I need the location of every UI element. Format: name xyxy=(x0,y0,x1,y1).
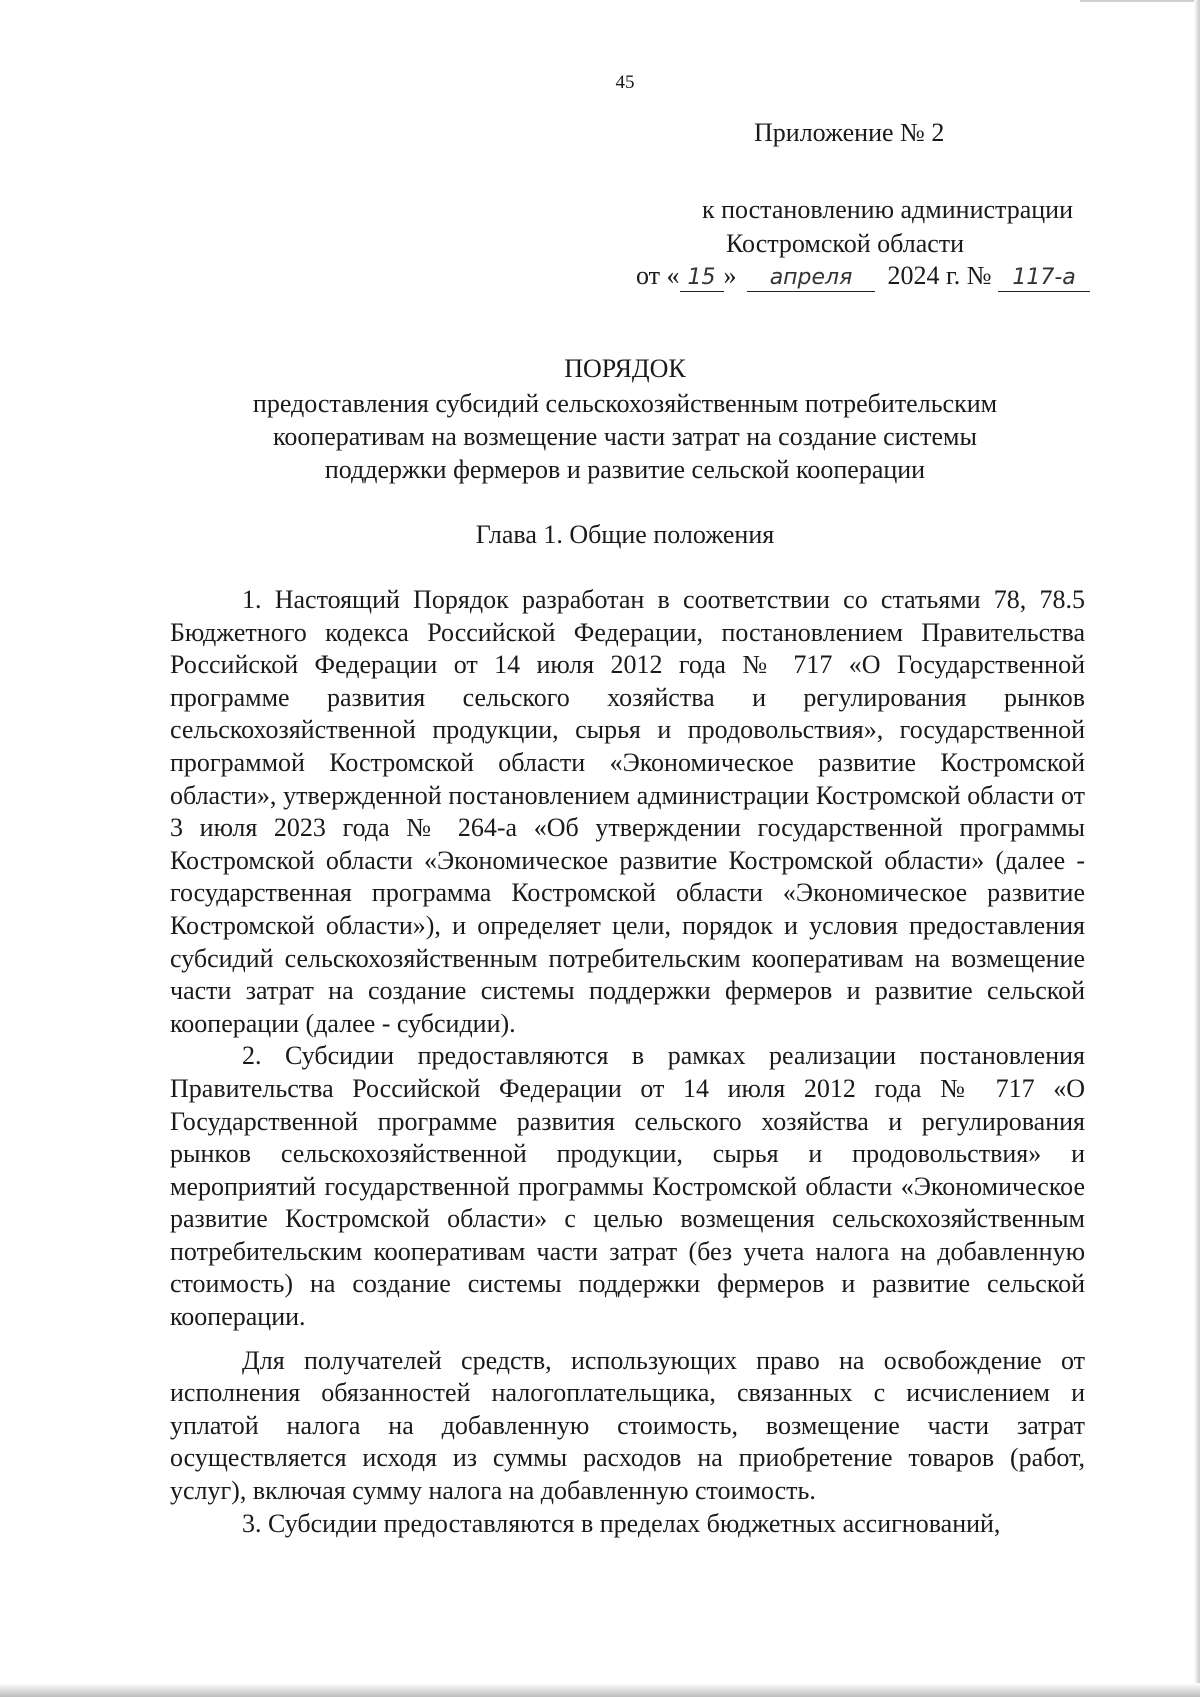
date-mid: » xyxy=(723,261,737,290)
scan-edge-right xyxy=(1194,0,1200,1697)
handwritten-day: 15 xyxy=(680,265,724,292)
page-number: 45 xyxy=(615,72,635,93)
date-year: 2024 г. № xyxy=(887,261,992,290)
date-prefix: от « xyxy=(636,261,680,290)
subtitle-line: предоставления субсидий сельскохозяйственным потребительским xyxy=(252,389,998,418)
paragraph-2: 2. Субсидии предоставляются в рамках реализации постановления Правительства Российской Федерации от 14 июля 2012 года № 717 «О Государственной программе развития сельского хозяйства и регулирования рынков сельскохозяйственной продукции, сырья и продовольствия» и мероприятий государственной программы Костромской области «Экономическое развитие Костромской области» с целью возмещения сельскохозяйственным потребительским кооперативам части затрат (без учета налога на добавленную стоимость) на создание системы поддержки фермеров и развитие сельской кооперации. xyxy=(170,1041,1085,1332)
approval-date xyxy=(636,259,1090,293)
body-text xyxy=(170,584,1085,1540)
document-title: ПОРЯДОК xyxy=(564,354,686,383)
paragraph-3: 3. Субсидии предоставляются в пределах бюджетных ассигнований, xyxy=(242,1508,1001,1538)
handwritten-month: апреля xyxy=(747,265,875,292)
document-subtitle xyxy=(0,387,1200,486)
appendix-title: Приложение № 2 xyxy=(754,118,945,147)
subtitle-line: поддержки фермеров и развитие сельской кооперации xyxy=(324,455,926,484)
approval-line-2: Костромской области xyxy=(726,229,965,258)
paragraph-vat: Для получателей средств, использующих право на освобождение от исполнения обязанностей налогоплательщика, связанных с исчислением и уплатой налога на добавленную стоимость, возмещение части затрат осуществляется исходя из суммы расходов на приобретение товаров (работ, услуг), включая сумму налога на добавленную стоимость. xyxy=(170,1345,1085,1506)
handwritten-number: 117-а xyxy=(998,265,1090,292)
subtitle-line: кооперативам на возмещение части затрат на создание системы xyxy=(273,422,977,451)
approval-line-1: к постановлению администрации xyxy=(701,195,1073,224)
chapter-heading: Глава 1. Общие положения xyxy=(475,520,775,549)
scan-edge-top xyxy=(1080,0,1200,2)
scan-edge-bottom xyxy=(0,1683,1200,1697)
paragraph-1: 1. Настоящий Порядок разработан в соответствии со статьями 78, 78.5 Бюджетного кодекса Российской Федерации, постановлением Правительства Российской Федерации от 14 июля 2012 года № 717 «О Государственной программе развития сельского хозяйства и регулирования рынков сельскохозяйственной продукции, сырья и продовольствия», государственной программой Костромской области «Экономическое развитие Костромской области», утвержденной постановлением администрации Костромской области от 3 июля 2023 года № 264-а «Об утверждении государственной программы Костромской области «Экономическое развитие Костромской области» (далее - государственная программа Костромской области «Экономическое развитие Костромской области»), и определяет цели, порядок и условия предоставления субсидий сельскохозяйственным потребительским кооперативам на возмещение части затрат на создание системы поддержки фермеров и развитие сельской кооперации (далее - субсидии). xyxy=(170,585,1085,1038)
